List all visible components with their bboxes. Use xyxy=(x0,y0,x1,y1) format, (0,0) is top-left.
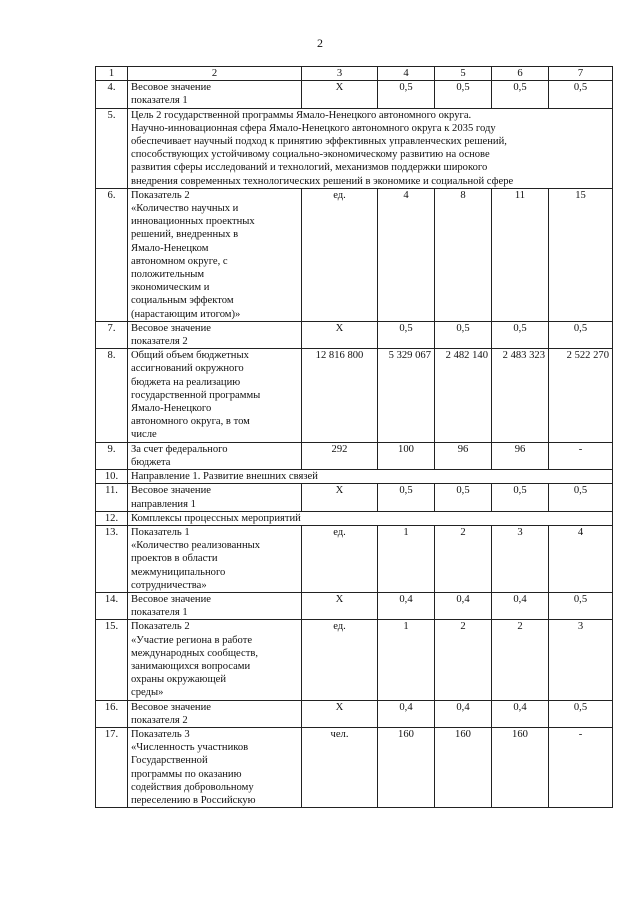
value-cell: 0,5 xyxy=(549,592,613,619)
row-number: 11. xyxy=(96,484,128,511)
row-description: Показатель 1 «Количество реализованных проектов в области межмуниципального сотрудничества» xyxy=(128,525,302,592)
value-cell: 0,5 xyxy=(378,81,435,108)
value-cell: 2 xyxy=(435,620,492,700)
value-cell: 96 xyxy=(492,442,549,469)
value-cell: 0,4 xyxy=(435,592,492,619)
value-cell: 0,5 xyxy=(549,321,613,348)
value-cell: 0,5 xyxy=(549,81,613,108)
value-cell: 100 xyxy=(378,442,435,469)
header-cell: 3 xyxy=(302,67,378,81)
value-cell: 0,5 xyxy=(492,484,549,511)
row-number: 9. xyxy=(96,442,128,469)
row-number: 6. xyxy=(96,188,128,321)
value-cell: 5 329 067 xyxy=(378,349,435,442)
value-cell: 3 xyxy=(549,620,613,700)
value-cell: 160 xyxy=(378,727,435,807)
section-text: Направление 1. Развитие внешних связей xyxy=(128,470,613,484)
value-cell: 160 xyxy=(492,727,549,807)
header-cell: 2 xyxy=(128,67,302,81)
row-description: Общий объем бюджетных ассигнований окружного бюджета на реализацию государственной программы Ямало-Ненецкого автономного округа, в том числе xyxy=(128,349,302,442)
row-number: 5. xyxy=(96,108,128,188)
value-cell: 0,5 xyxy=(492,321,549,348)
row-description: Показатель 2 «Количество научных и инновационных проектных решений, внедренных в Ямало-Ненецком автономном округе, с положительным экономическим и социальным эффектом (нарастающим итогом)» xyxy=(128,188,302,321)
row-number: 15. xyxy=(96,620,128,700)
value-cell: 3 xyxy=(492,525,549,592)
value-cell: 2 522 270 xyxy=(549,349,613,442)
table-row xyxy=(96,321,613,348)
unit-cell: X xyxy=(302,592,378,619)
row-description: Весовое значение показателя 2 xyxy=(128,700,302,727)
table-row xyxy=(96,620,613,700)
value-cell: 0,5 xyxy=(549,484,613,511)
table-row xyxy=(96,525,613,592)
row-description: Весовое значение показателя 2 xyxy=(128,321,302,348)
section-text: Цель 2 государственной программы Ямало-Ненецкого автономного округа. Научно-инновационная сфера Ямало-Ненецкого автономного округа к 2035 году обеспечивает научный подход к принятию эффективных управленческих решений, способствующих устойчивому социально-экономическому развитию на основе развития сферы исследований и технологий, механизмов поддержки широкого внедрения современных технологических решений в экономике и социальной сфере xyxy=(128,108,613,188)
table-row xyxy=(96,700,613,727)
value-cell: 4 xyxy=(549,525,613,592)
table-row xyxy=(96,470,613,484)
value-cell: 0,5 xyxy=(378,484,435,511)
value-cell: 2 xyxy=(435,525,492,592)
table-row xyxy=(96,511,613,525)
header-cell: 6 xyxy=(492,67,549,81)
value-cell: 8 xyxy=(435,188,492,321)
unit-cell: 12 816 800 xyxy=(302,349,378,442)
unit-cell: ед. xyxy=(302,525,378,592)
value-cell: 160 xyxy=(435,727,492,807)
table-row xyxy=(96,727,613,807)
value-cell: 2 482 140 xyxy=(435,349,492,442)
row-number: 13. xyxy=(96,525,128,592)
header-cell: 5 xyxy=(435,67,492,81)
row-number: 17. xyxy=(96,727,128,807)
table-row xyxy=(96,592,613,619)
header-cell: 4 xyxy=(378,67,435,81)
value-cell: 0,5 xyxy=(492,81,549,108)
unit-cell: ед. xyxy=(302,620,378,700)
row-number: 12. xyxy=(96,511,128,525)
value-cell: 0,4 xyxy=(492,592,549,619)
unit-cell: X xyxy=(302,484,378,511)
row-number: 10. xyxy=(96,470,128,484)
row-number: 4. xyxy=(96,81,128,108)
value-cell: 1 xyxy=(378,525,435,592)
section-text: Комплексы процессных мероприятий xyxy=(128,511,613,525)
value-cell: 2 483 323 xyxy=(492,349,549,442)
row-number: 8. xyxy=(96,349,128,442)
table-row xyxy=(96,484,613,511)
unit-cell: X xyxy=(302,321,378,348)
value-cell: 0,5 xyxy=(549,700,613,727)
table-row xyxy=(96,188,613,321)
value-cell: 0,4 xyxy=(492,700,549,727)
table-row xyxy=(96,349,613,442)
unit-cell: X xyxy=(302,81,378,108)
row-description: За счет федерального бюджета xyxy=(128,442,302,469)
value-cell: 96 xyxy=(435,442,492,469)
row-description: Показатель 2 «Участие региона в работе международных сообществ, занимающихся вопросами охраны окружающей среды» xyxy=(128,620,302,700)
table-row xyxy=(96,108,613,188)
row-description: Весовое значение показателя 1 xyxy=(128,592,302,619)
value-cell: 0,5 xyxy=(435,484,492,511)
value-cell: - xyxy=(549,442,613,469)
value-cell: 0,4 xyxy=(378,700,435,727)
row-description: Показатель 3 «Численность участников Государственной программы по оказанию содействия добровольному переселению в Российскую xyxy=(128,727,302,807)
value-cell: 11 xyxy=(492,188,549,321)
row-number: 14. xyxy=(96,592,128,619)
row-number: 16. xyxy=(96,700,128,727)
indicators-table xyxy=(95,66,613,808)
unit-cell: 292 xyxy=(302,442,378,469)
value-cell: 0,5 xyxy=(435,321,492,348)
header-cell: 1 xyxy=(96,67,128,81)
page-number: 2 xyxy=(317,36,323,50)
table-row xyxy=(96,81,613,108)
value-cell: 1 xyxy=(378,620,435,700)
value-cell: 2 xyxy=(492,620,549,700)
value-cell: 4 xyxy=(378,188,435,321)
row-description: Весовое значение направления 1 xyxy=(128,484,302,511)
unit-cell: ед. xyxy=(302,188,378,321)
value-cell: 0,4 xyxy=(435,700,492,727)
value-cell: 0,5 xyxy=(435,81,492,108)
value-cell: 0,5 xyxy=(378,321,435,348)
unit-cell: X xyxy=(302,700,378,727)
row-number: 7. xyxy=(96,321,128,348)
value-cell: - xyxy=(549,727,613,807)
value-cell: 15 xyxy=(549,188,613,321)
value-cell: 0,4 xyxy=(378,592,435,619)
row-description: Весовое значение показателя 1 xyxy=(128,81,302,108)
table-header-row xyxy=(96,67,613,81)
table-row xyxy=(96,442,613,469)
header-cell: 7 xyxy=(549,67,613,81)
unit-cell: чел. xyxy=(302,727,378,807)
